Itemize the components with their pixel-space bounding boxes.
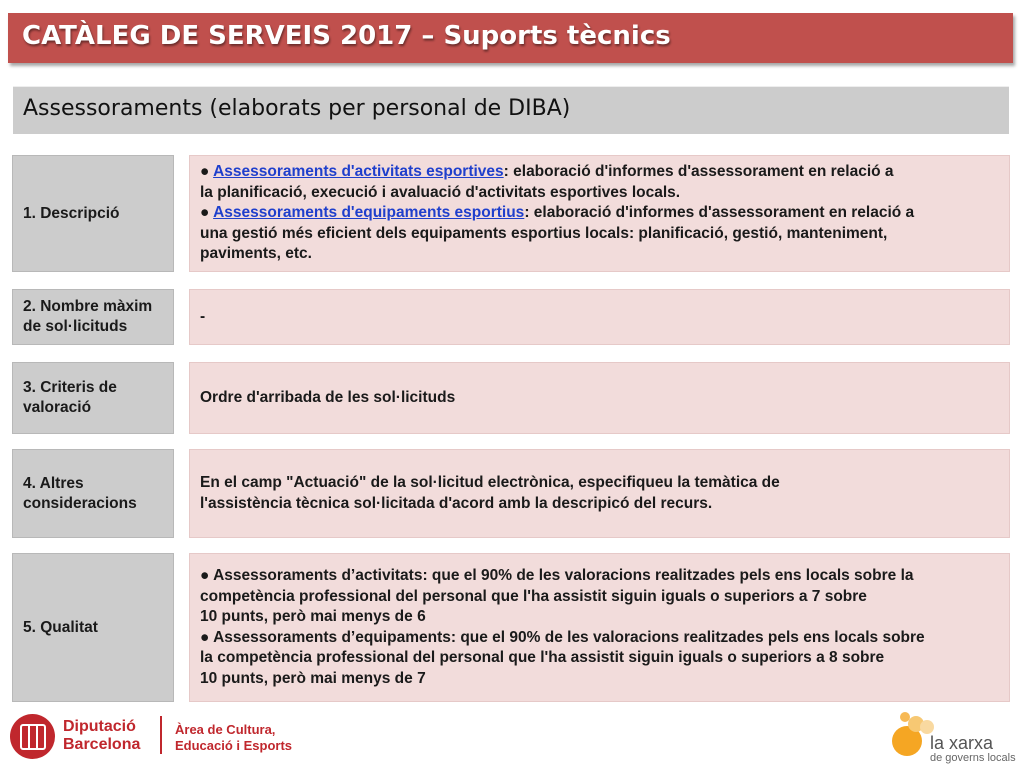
content-line: ● Assessoraments d’activitats: que el 90% de les valoracions realitzades pels ens locals sobre la [200, 567, 914, 584]
network-name: la xarxa [930, 733, 994, 753]
content-line: la planificació, execució i avaluació d'activitats esportives locals. [200, 183, 681, 201]
link-assessoraments-equipaments[interactable]: Assessoraments d'equipaments esportius [213, 204, 525, 222]
diputacio-seal-icon [10, 714, 55, 759]
content-line: En el camp "Actuació" de la sol·licitud electrònica, especifiqueu la temàtica de [200, 474, 780, 491]
row-content-qualitat [189, 553, 1010, 702]
row-label-text: 4. Altres [23, 474, 84, 492]
content-line: ● Assessoraments d’equipaments: que el 90% de les valoracions realitzades pels ens locals sobre [200, 628, 925, 646]
area-name [175, 722, 292, 754]
row-label-text: 1. Descripció [23, 204, 120, 222]
org-name-line: Diputació [63, 718, 136, 735]
area-name-line: Àrea de Cultura, [175, 722, 276, 737]
bullet: ● [200, 163, 214, 181]
section-title: Assessoraments (elaborats per personal de DIBA) [23, 96, 571, 121]
content-line [200, 203, 999, 224]
content-line: paviments, etc. [200, 245, 312, 263]
section-header [13, 86, 1009, 134]
row-content-criteris [189, 362, 1010, 434]
content-line: competència professional del personal que l'ha assistit siguin iguals o superiors a 7 sobre [200, 587, 867, 605]
network-subtitle: de governs locals [930, 752, 1016, 764]
content-line: l'assistència tècnica sol·licitada d'acord amb la descripicó del recurs. [200, 494, 713, 512]
content-line: 10 punts, però mai menys de 7 [200, 669, 426, 687]
row-label-text: 3. Criteris de [23, 379, 117, 396]
row-label-text: valoració [23, 399, 92, 416]
content-line: una gestió més eficient dels equipaments esportius locals: planificació, gestió, manteniment, [200, 224, 888, 242]
row-label-criteris [12, 362, 174, 434]
row-label-text: 2. Nombre màxim [23, 298, 153, 315]
xarxa-dot-icon [900, 712, 910, 722]
row-label-text: de sol·licituds [23, 318, 128, 335]
content-text: : elaboració d'informes d'assessorament en relació a [503, 163, 894, 181]
row-label-altres [12, 449, 174, 538]
org-name-line: Barcelona [63, 736, 141, 753]
row-label-text: 5. Qualitat [23, 618, 98, 636]
row-label-text: consideracions [23, 494, 137, 512]
row-label-qualitat [12, 553, 174, 702]
content-text: : elaboració d'informes d'assessorament en relació a [524, 204, 915, 222]
bullet: ● [200, 204, 214, 222]
row-content-nombre-maxim [189, 289, 1010, 345]
row-content-altres [189, 449, 1010, 538]
xarxa-dot-icon [920, 720, 934, 734]
row-label-nombre-maxim [12, 289, 174, 345]
link-assessoraments-activitats[interactable]: Assessoraments d'activitats esportives [213, 163, 504, 181]
content-line: Ordre d'arribada de les sol·licituds [200, 388, 456, 406]
content-line [200, 162, 999, 183]
org-name [63, 718, 140, 754]
title-bar [8, 13, 1013, 63]
footer-divider [160, 716, 162, 754]
row-content-descripcio [189, 155, 1010, 272]
content-line: la competència professional del personal que l'ha assistit siguin iguals o superiors a 8 sobre [200, 649, 885, 666]
content-line: 10 punts, però mai menys de 6 [200, 608, 426, 625]
content-line: - [200, 307, 206, 325]
row-label-descripcio [12, 155, 174, 272]
page-title: CATÀLEG DE SERVEIS 2017 – Suports tècnics [22, 21, 671, 51]
area-name-line: Educació i Esports [175, 738, 293, 753]
la-xarxa-logo [890, 712, 1020, 766]
